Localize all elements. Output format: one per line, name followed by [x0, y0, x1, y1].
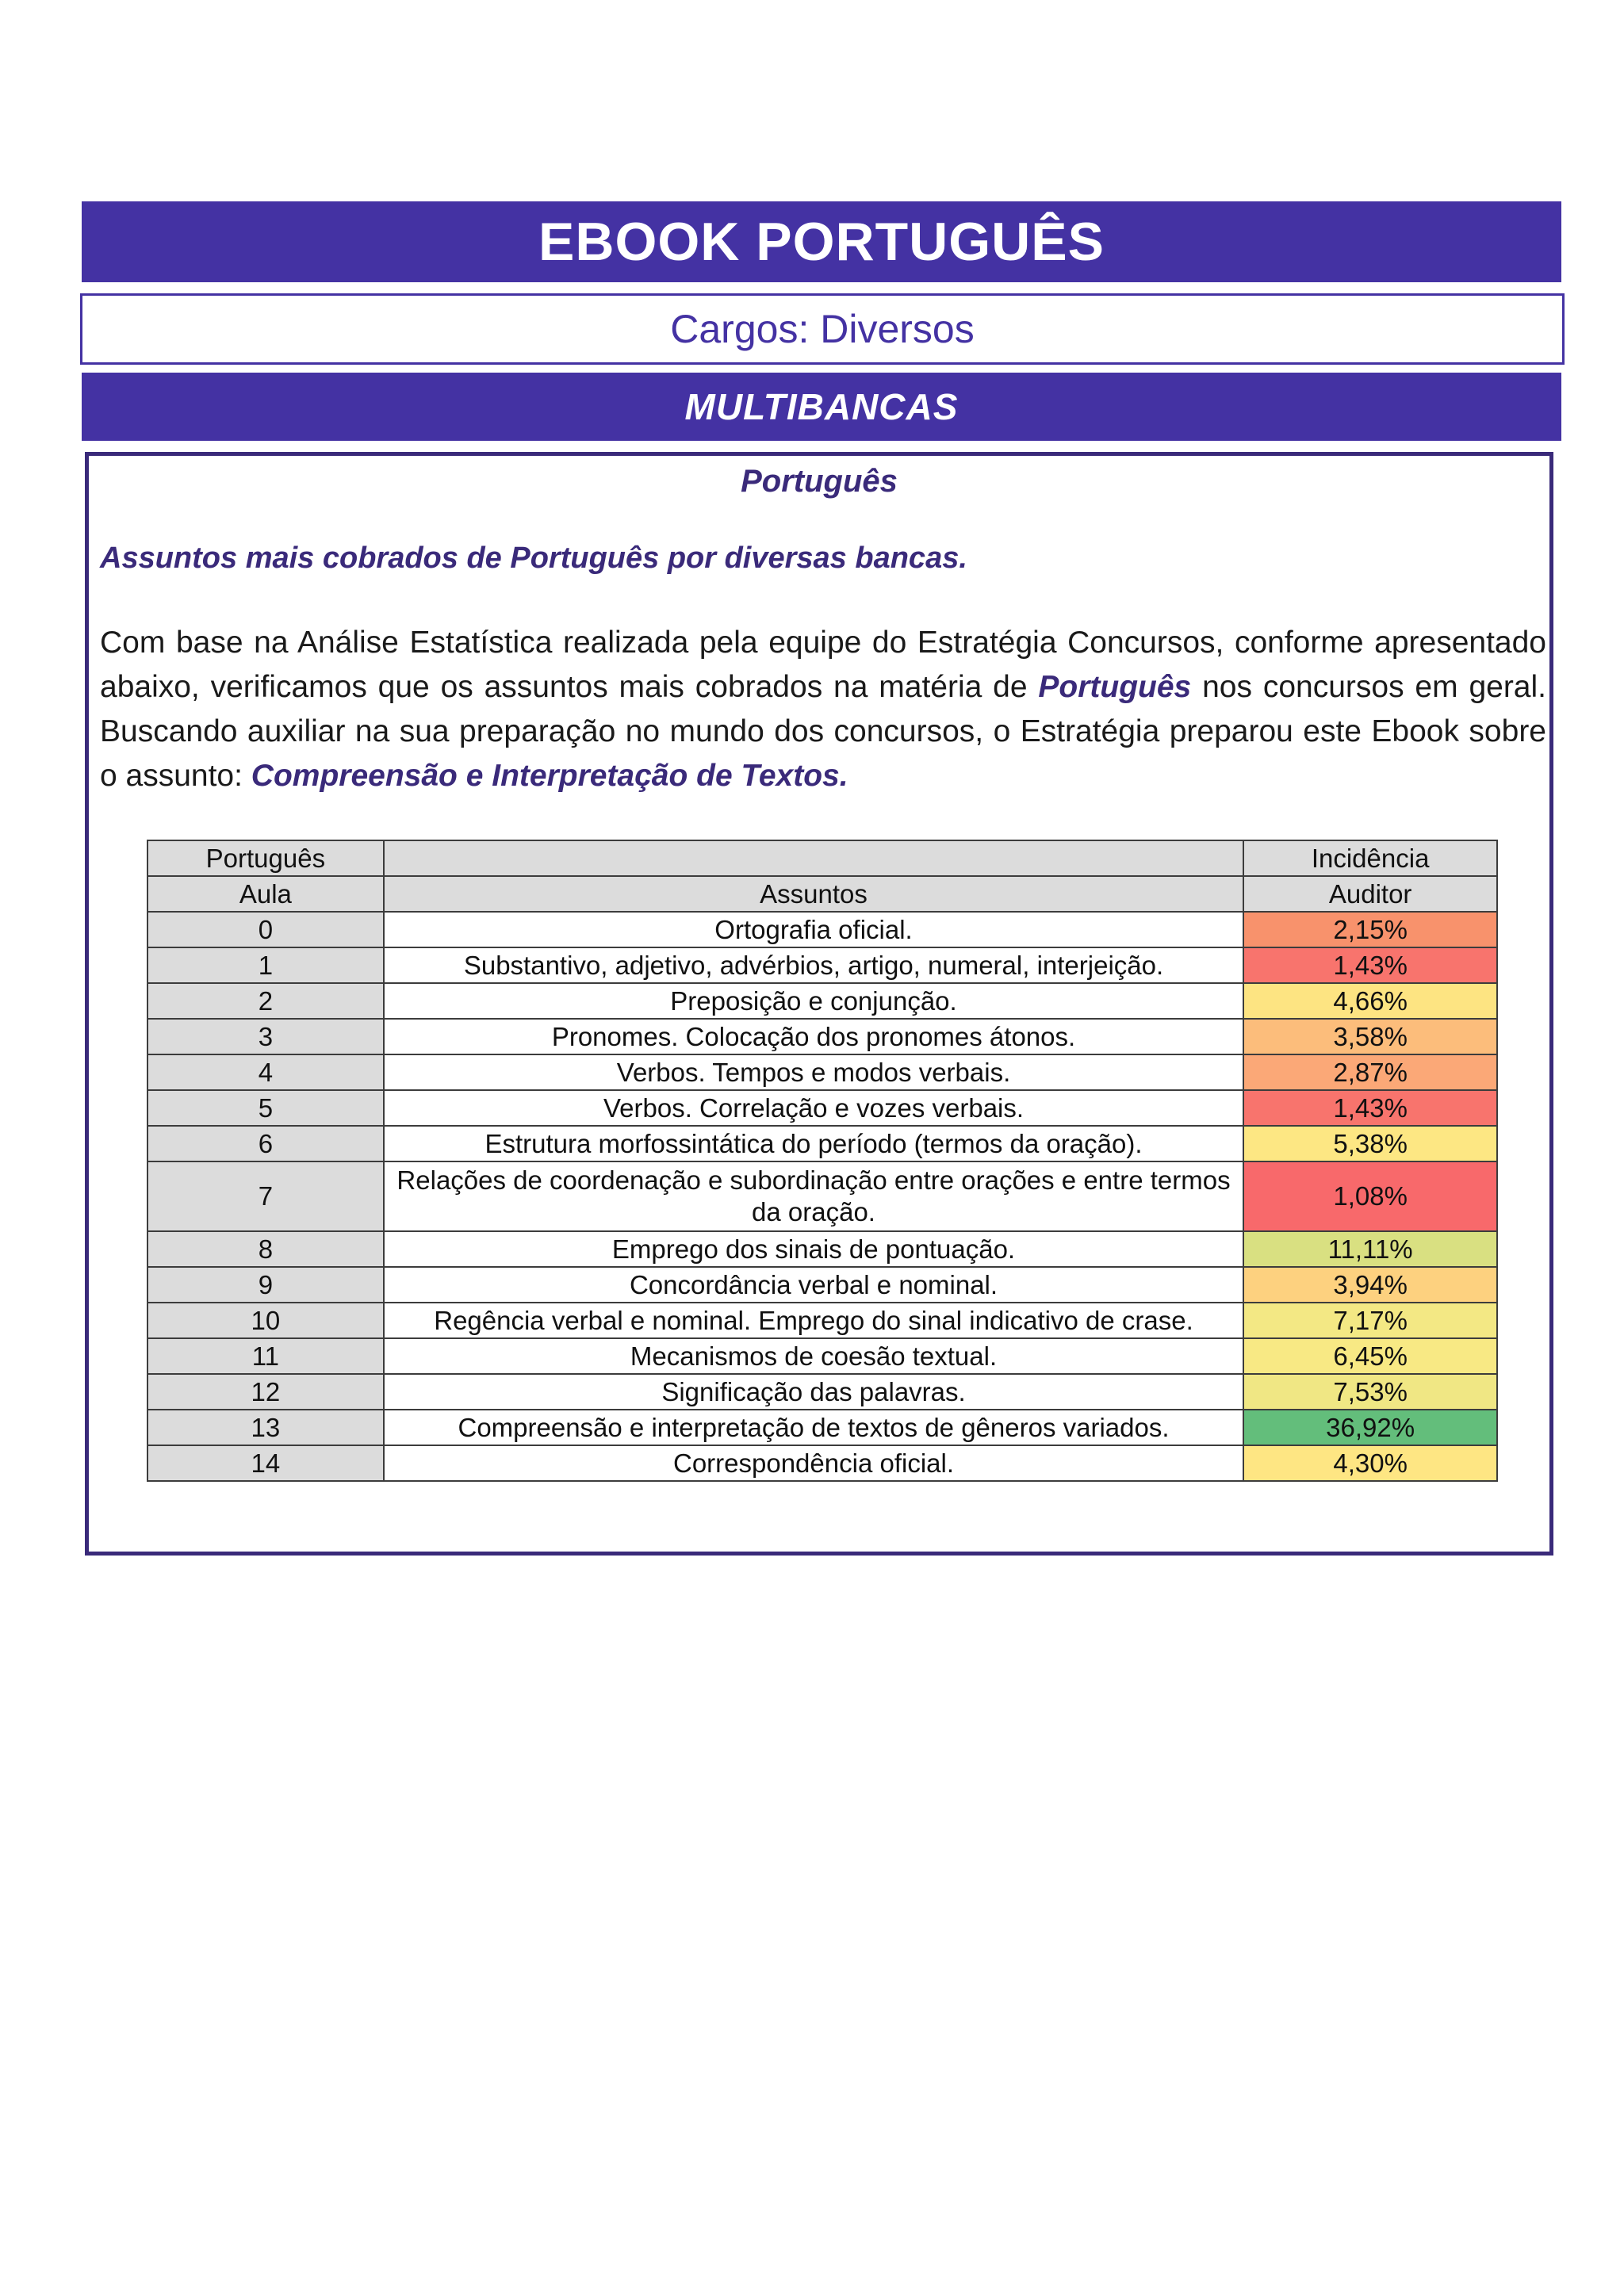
- aula-cell: 14: [147, 1445, 384, 1481]
- header-cell-auditor: Auditor: [1243, 876, 1497, 912]
- assunto-cell: Verbos. Correlação e vozes verbais.: [384, 1090, 1244, 1126]
- table-row: [147, 1338, 1497, 1374]
- incidencia-cell: 4,66%: [1243, 983, 1497, 1019]
- header-cell-portugues: Português: [147, 840, 384, 876]
- table-header-row-1: [147, 840, 1497, 876]
- aula-cell: 9: [147, 1267, 384, 1303]
- table-row: [147, 1231, 1497, 1267]
- table-row: [147, 1374, 1497, 1410]
- incidencia-cell: 2,87%: [1243, 1054, 1497, 1090]
- incidencia-cell: 11,11%: [1243, 1231, 1497, 1267]
- assunto-cell: Relações de coordenação e subordinação entre orações e entre termos da oração.: [384, 1161, 1244, 1231]
- assunto-cell: Ortografia oficial.: [384, 912, 1244, 947]
- bancas-label: MULTIBANCAS: [82, 373, 1561, 441]
- assunto-cell: Concordância verbal e nominal.: [384, 1267, 1244, 1303]
- cargos-label: Cargos: Diversos: [80, 293, 1565, 365]
- incidencia-cell: 3,58%: [1243, 1019, 1497, 1054]
- aula-cell: 3: [147, 1019, 384, 1054]
- assunto-cell: Substantivo, adjetivo, advérbios, artigo, numeral, interjeição.: [384, 947, 1244, 983]
- incidencia-cell: 7,53%: [1243, 1374, 1497, 1410]
- incidencia-cell: 2,15%: [1243, 912, 1497, 947]
- assunto-cell: Emprego dos sinais de pontuação.: [384, 1231, 1244, 1267]
- header-cell-blank: [384, 840, 1244, 876]
- aula-cell: 8: [147, 1231, 384, 1267]
- table-row: [147, 1303, 1497, 1338]
- aula-cell: 12: [147, 1374, 384, 1410]
- table-row: [147, 1410, 1497, 1445]
- table-row: [147, 1090, 1497, 1126]
- incidencia-cell: 1,43%: [1243, 1090, 1497, 1126]
- incidencia-cell: 6,45%: [1243, 1338, 1497, 1374]
- incidencia-cell: 1,08%: [1243, 1161, 1497, 1231]
- table-row: [147, 983, 1497, 1019]
- aula-cell: 11: [147, 1338, 384, 1374]
- table-row: [147, 1019, 1497, 1054]
- aula-cell: 1: [147, 947, 384, 983]
- incidencia-cell: 7,17%: [1243, 1303, 1497, 1338]
- assunto-cell: Correspondência oficial.: [384, 1445, 1244, 1481]
- aula-cell: 4: [147, 1054, 384, 1090]
- paragraph-text-2: nos concursos em geral. Buscando auxiliar na sua preparação no mundo dos concursos, o Estratégia preparou este Ebook sobre o assunto:: [100, 670, 1547, 793]
- content-box: [85, 452, 1553, 1556]
- assunto-cell: Mecanismos de coesão textual.: [384, 1338, 1244, 1374]
- assunto-cell: Significação das palavras.: [384, 1374, 1244, 1410]
- table-row: [147, 1126, 1497, 1161]
- aula-cell: 7: [147, 1161, 384, 1231]
- table-header-row-2: [147, 876, 1497, 912]
- paragraph-text-1: Com base na Análise Estatística realizada pela equipe do Estratégia Concursos, conforme apresentado abaixo, verificamos que os assuntos mais cobrados na matéria de: [100, 626, 1546, 704]
- section-subtitle: Assuntos mais cobrados de Português por diversas bancas.: [100, 541, 967, 575]
- paragraph-emphasis-portugues: Português: [1038, 670, 1192, 704]
- table-row: [147, 1161, 1497, 1231]
- aula-cell: 10: [147, 1303, 384, 1338]
- assunto-cell: Preposição e conjunção.: [384, 983, 1244, 1019]
- table-row: [147, 912, 1497, 947]
- incidence-table: [147, 840, 1498, 1482]
- table-row: [147, 1445, 1497, 1481]
- incidencia-cell: 5,38%: [1243, 1126, 1497, 1161]
- assunto-cell: Verbos. Tempos e modos verbais.: [384, 1054, 1244, 1090]
- incidencia-cell: 4,30%: [1243, 1445, 1497, 1481]
- incidencia-cell: 3,94%: [1243, 1267, 1497, 1303]
- header-cell-incidencia: Incidência: [1243, 840, 1497, 876]
- incidence-table-wrapper: [147, 840, 1498, 1482]
- header-cell-assuntos: Assuntos: [384, 876, 1244, 912]
- assunto-cell: Estrutura morfossintática do período (termos da oração).: [384, 1126, 1244, 1161]
- table-row: [147, 1267, 1497, 1303]
- assunto-cell: Regência verbal e nominal. Emprego do sinal indicativo de crase.: [384, 1303, 1244, 1338]
- aula-cell: 6: [147, 1126, 384, 1161]
- paragraph-emphasis-topic: Compreensão e Interpretação de Textos.: [251, 759, 848, 793]
- table-row: [147, 1054, 1497, 1090]
- aula-cell: 0: [147, 912, 384, 947]
- header-cell-aula: Aula: [147, 876, 384, 912]
- table-body: [147, 912, 1497, 1481]
- aula-cell: 5: [147, 1090, 384, 1126]
- intro-paragraph: [100, 621, 1546, 798]
- aula-cell: 13: [147, 1410, 384, 1445]
- assunto-cell: Compreensão e interpretação de textos de gêneros variados.: [384, 1410, 1244, 1445]
- incidencia-cell: 36,92%: [1243, 1410, 1497, 1445]
- subject-title: Português: [741, 464, 898, 499]
- aula-cell: 2: [147, 983, 384, 1019]
- incidencia-cell: 1,43%: [1243, 947, 1497, 983]
- ebook-title: EBOOK PORTUGUÊS: [82, 201, 1561, 282]
- assunto-cell: Pronomes. Colocação dos pronomes átonos.: [384, 1019, 1244, 1054]
- table-row: [147, 947, 1497, 983]
